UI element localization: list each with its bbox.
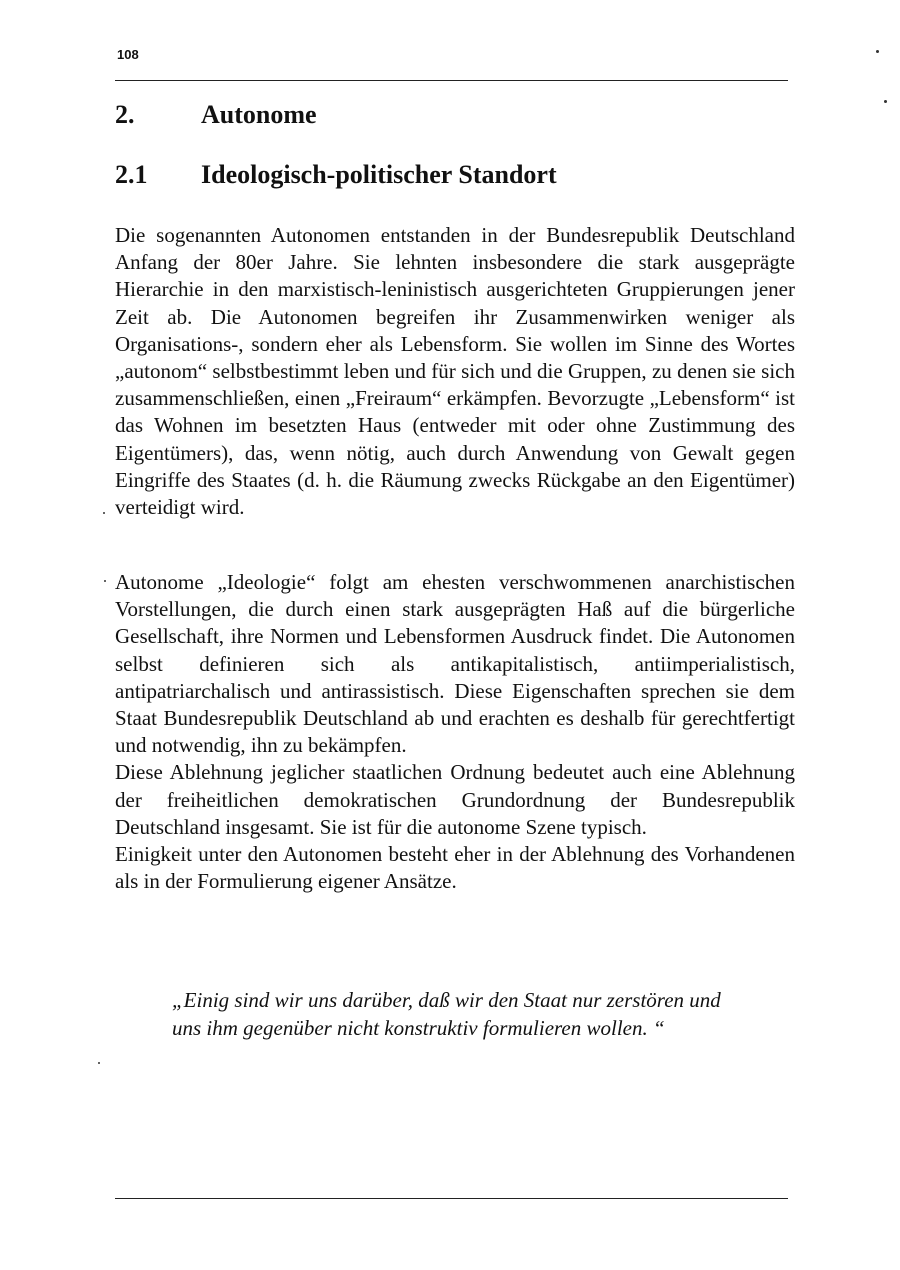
page-number: 108 — [117, 47, 139, 62]
body-block-2 — [115, 569, 795, 895]
header-rule — [115, 80, 788, 81]
block-quote: „Einig sind wir uns darüber, daß wir den Staat nur zerstören und uns ihm gegenüber nicht konstruktiv formulieren wollen. “ — [172, 988, 721, 1040]
paragraph-1: Die sogenannten Autonomen entstanden in der Bundesrepublik Deutschland Anfang der 80er Jahre. Sie lehnten insbesondere die stark ausgeprägte Hierarchie in den marxistisch-leninistisch ausgerichteten Gruppierungen jener Zeit ab. Die Autonomen begreifen ihr Zusammenwirken weniger als Organisations-, sondern eher als Lebensform. Sie wollen im Sinne des Wortes „autonom“ selbstbestimmt leben und für sich und die Gruppen, zu denen sie sich zusammenschließen, einen „Freiraum“ erkämpfen. Bevorzugte „Lebensform“ ist das Wohnen im besetzten Haus (entweder mit oder ohne Zustimmung des Eigentümers), das, wenn nötig, auch durch Anwendung von Gewalt gegen Eingriffe des Staates (d. h. die Räumung zwecks Rückgabe an den Eigentümer) verteidigt wird. — [115, 223, 795, 520]
body-block-1 — [115, 222, 795, 521]
subsection-title: Ideologisch-politischer Standort — [201, 160, 557, 189]
section-number: 2. — [115, 100, 135, 129]
scan-speck — [876, 50, 879, 53]
scan-speck — [98, 1062, 100, 1064]
section-heading — [115, 100, 317, 130]
subsection-number: 2.1 — [115, 160, 148, 189]
scan-speck — [103, 512, 105, 514]
paragraph-2: Autonome „Ideologie“ folgt am ehesten verschwommenen anarchistischen Vorstellungen, die durch einen stark ausgeprägten Haß auf die bürgerliche Gesellschaft, ihre Normen und Lebensformen Ausdruck findet. Die Autonomen selbst definieren sich als antikapitalistisch, antiimperialistisch, antipatriarchalisch und antirassistisch. Diese Eigenschaften sprechen sie dem Staat Bundesrepublik Deutschland ab und erachten es deshalb für gerechtfertigt und notwendig, ihn zu bekämpfen. — [115, 570, 795, 758]
subsection-heading — [115, 160, 557, 190]
paragraph-3: Diese Ablehnung jeglicher staatlichen Ordnung bedeutet auch eine Ablehnung der freiheitlichen demokratischen Grundordnung der Bundesrepublik Deutschland insgesamt. Sie ist für die autonome Szene typisch. — [115, 760, 795, 839]
scan-speck — [104, 580, 106, 582]
footer-rule — [115, 1198, 788, 1199]
scan-speck — [884, 100, 887, 103]
section-title: Autonome — [201, 100, 317, 129]
paragraph-4: Einigkeit unter den Autonomen besteht eher in der Ablehnung des Vorhandenen als in der Formulierung eigener Ansätze. — [115, 842, 795, 894]
